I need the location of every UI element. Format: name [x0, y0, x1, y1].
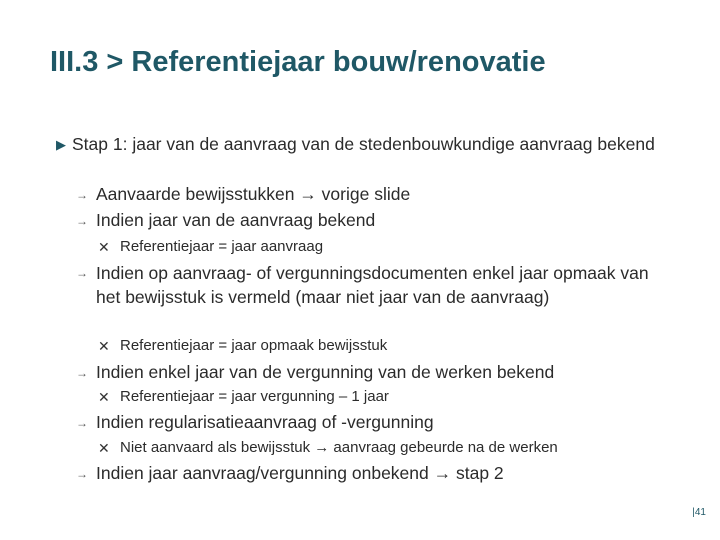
bullet-text: Niet aanvaard als bewijsstuk → aanvraag gebeurde na de werken: [120, 439, 558, 456]
cross-icon: ✕: [98, 338, 110, 354]
bullet-text: Referentiejaar = jaar opmaak bewijsstuk: [120, 337, 388, 354]
bullet-text: Referentiejaar = jaar vergunning – 1 jaar: [120, 388, 389, 405]
arrow-right-icon: →: [76, 366, 88, 380]
bullet-text: Referentiejaar = jaar aanvraag: [120, 238, 324, 255]
bullet-level-2: [76, 361, 676, 383]
cross-icon: ✕: [98, 239, 110, 255]
arrow-right-icon: →: [76, 188, 88, 202]
page-title: III.3 > Referentiejaar bouw/renovatie: [50, 46, 546, 78]
bullet-level-3: [98, 386, 678, 408]
bullet-text: Indien enkel jaar van de vergunning van de werken bekend: [96, 362, 555, 382]
bullet-text: Indien jaar aanvraag/vergunning onbekend → stap 2: [96, 463, 504, 483]
arrow-right-icon: →: [76, 266, 88, 280]
bullet-level-2: [76, 183, 676, 205]
bullet-level-3: [98, 335, 678, 357]
cross-icon: ✕: [98, 440, 110, 456]
bullet-text: Aanvaarde bewijsstukken → vorige slide: [96, 184, 411, 204]
bullet-level-2: [76, 209, 676, 231]
cross-icon: ✕: [98, 389, 110, 405]
bullet-level-2: [76, 462, 676, 484]
bullet-level-2: [76, 411, 676, 433]
arrow-right-icon: →: [76, 214, 88, 228]
bullet-text: Stap 1: jaar van de aanvraag van de stedenbouwkundige aanvraag bekend: [72, 134, 655, 154]
bullet-text: Indien jaar van de aanvraag bekend: [96, 210, 376, 230]
bullet-text: Indien regularisatieaanvraag of -vergunning: [96, 412, 434, 432]
page-number: |41: [692, 507, 706, 518]
arrow-right-icon: →: [76, 416, 88, 430]
bullet-level-1: [56, 133, 676, 155]
bullet-text: Indien op aanvraag- of vergunningsdocumenten enkel jaar opmaak van het bewijsstuk is vermeld (maar niet jaar van de aanvraag): [96, 263, 649, 307]
bullet-level-3: [98, 437, 698, 459]
bullet-level-3: [98, 236, 678, 258]
arrow-right-icon: →: [76, 467, 88, 481]
bullet-level-2: [76, 261, 656, 309]
triangle-right-icon: ▶: [56, 137, 66, 152]
